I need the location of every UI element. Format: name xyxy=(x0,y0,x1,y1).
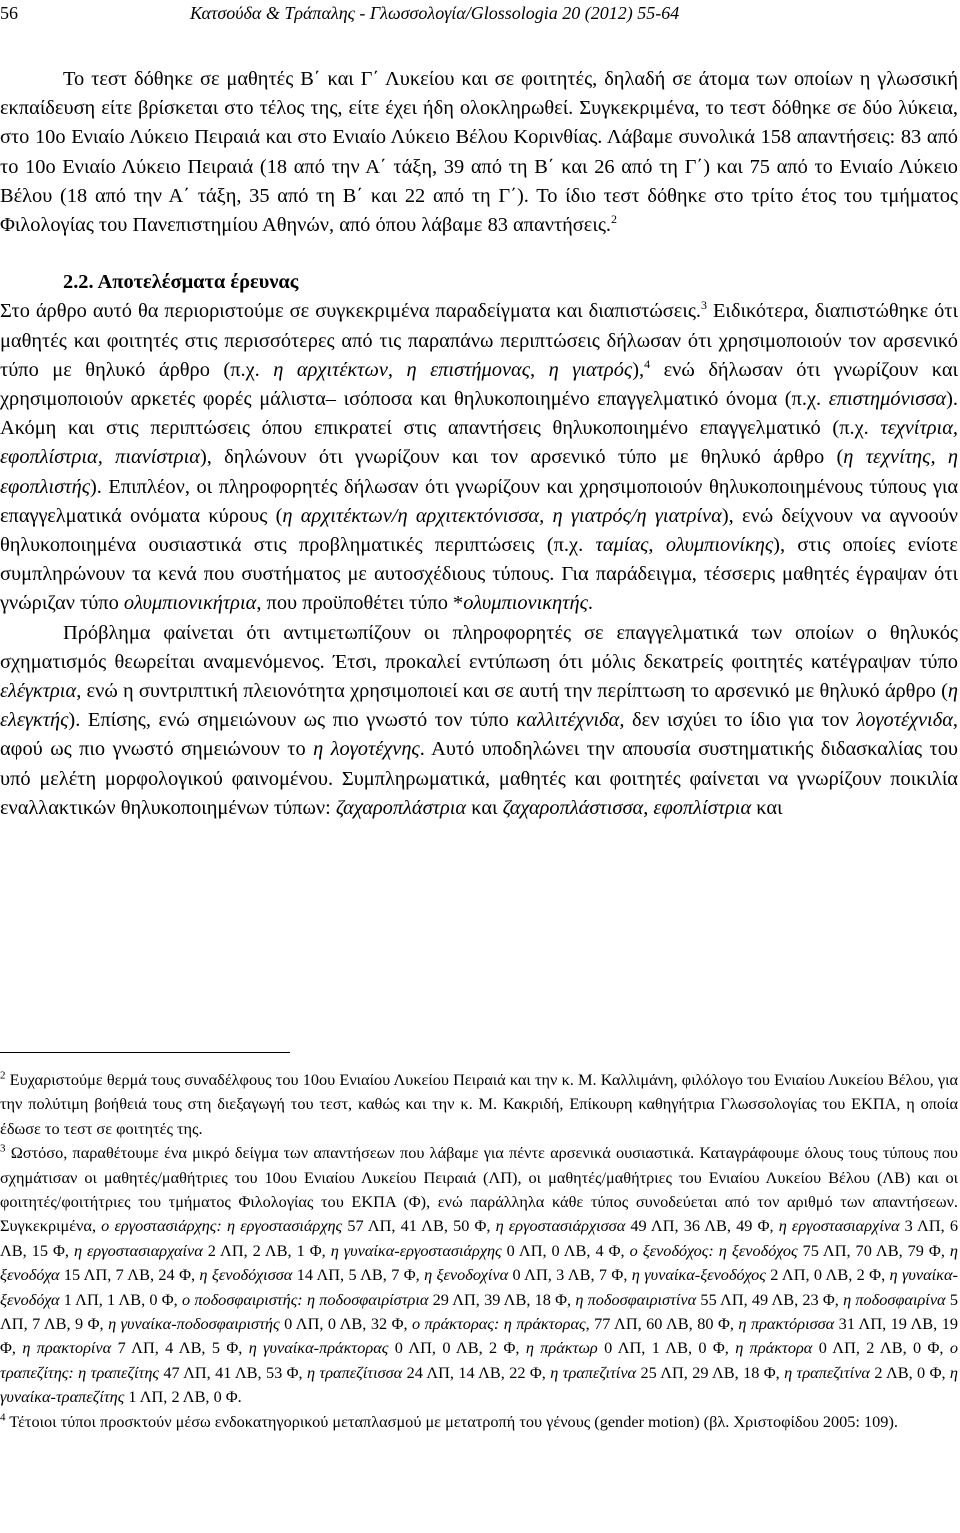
italic-term: ζαχαροπλάστισσα xyxy=(502,796,644,819)
body-text xyxy=(0,65,958,823)
italic-term: η ξενοδοχίνα xyxy=(424,1265,509,1285)
italic-term: η ποδοσφαιριστίνα xyxy=(575,1289,697,1309)
text-run: , που προϋποθέτει τύπο * xyxy=(256,592,464,615)
text-run: 5 ΛΠ, 7 ΛΒ, 9 Φ, xyxy=(0,1289,958,1334)
italic-term: η εργοστασιαρχαίνα xyxy=(73,1240,203,1260)
italic-term: η τραπεζίτισσα xyxy=(306,1362,403,1382)
footnote-3 xyxy=(0,1141,958,1409)
italic-term: ταμίας, ολυμπιονίκης xyxy=(595,534,774,557)
text-run: 75 ΛΠ, 70 ΛΒ, 79 Φ, xyxy=(797,1240,950,1260)
italic-term: η εργοστασιαρχίνα xyxy=(778,1216,900,1236)
italic-term: ο ποδοσφαιριστής: η ποδοσφαιρίστρια xyxy=(181,1289,429,1309)
italic-term: καλλιτέχνιδα, xyxy=(516,709,625,732)
footnote-2 xyxy=(0,1068,958,1141)
italic-term: η πράκτορα xyxy=(735,1338,813,1358)
text-run: ενώ δήλωσαν ότι γνωρίζουν και χρησιμοποιούν αρκετές φορές μάλιστα– ισόποσα και θηλυκοποιημένο επαγγελματικό όνομα (π.χ. xyxy=(0,358,958,411)
italic-term: η αρχιτέκτων/η αρχιτεκτόνισσα, η γιατρός/η γιατρίνα xyxy=(282,504,722,527)
text-run: . Αυτό υποδηλώνει την απουσία συστηματικής διδασκαλίας του υπό μελέτη μορφολογικού φαινομένου. Συμπληρωματικά, μαθητές και φοιτητές φαίνεται να γνωρίζουν ποικιλία εναλλακτικών θηλυκοποιημένων τύπων: xyxy=(0,738,959,819)
paragraph-1 xyxy=(0,65,958,240)
italic-term: η αρχιτέκτων, η επιστήμονας, η γιατρός xyxy=(273,358,633,381)
italic-term: η γυναίκα-ξενοδόχος xyxy=(631,1265,766,1285)
italic-term: ελέγκτρια xyxy=(0,680,77,703)
text-run: 15 ΛΠ, 7 ΛΒ, 24 Φ, xyxy=(59,1265,200,1285)
italic-term: ολυμπιονικήτρια xyxy=(123,592,257,615)
italic-term: η γυναίκα-ξενοδόχα xyxy=(0,1265,958,1309)
paragraph-2 xyxy=(0,297,958,618)
text-run: δεν ισχύει το ίδιο για τον xyxy=(624,709,857,732)
text-run: 0 ΛΠ, 0 ΛΒ, 32 Φ, xyxy=(279,1314,413,1334)
text-run: ). Επίσης, ενώ σημειώνουν ως πιο γνωστό τον τύπο xyxy=(68,709,517,732)
italic-term: η ελεγκτής xyxy=(0,680,958,732)
text-run: 0 ΛΠ, 0 ΛΒ, 4 Φ, xyxy=(501,1240,630,1260)
text-run: , αφού ως πιο γνωστό σημειώνουν το xyxy=(0,709,959,761)
text-run: και xyxy=(751,796,783,819)
italic-term: ο τραπεζίτης: η τραπεζίτης xyxy=(0,1338,958,1382)
footnotes xyxy=(0,1068,958,1434)
text-run: 57 ΛΠ, 41 ΛΒ, 50 Φ, xyxy=(342,1216,496,1236)
italic-term: εφοπλίστρια xyxy=(653,796,752,819)
italic-term: η λογοτέχνης xyxy=(313,738,420,761)
italic-term: επιστημόνισσα xyxy=(828,388,947,411)
text-run: 1 ΛΠ, 2 ΛΒ, 0 Φ. xyxy=(124,1387,242,1407)
text-run: , 77 ΛΠ, 60 ΛΒ, 80 Φ, xyxy=(585,1314,739,1334)
text-run: 3 ΛΠ, 6 ΛΒ, 15 Φ, xyxy=(0,1216,958,1260)
footnote-ref-2: 2 xyxy=(611,212,618,227)
italic-term: η εργοστασιάρχισσα xyxy=(495,1216,626,1236)
text-run: 49 ΛΠ, 36 ΛΒ, 49 Φ, xyxy=(625,1216,779,1236)
running-head: Κατσούδα & Τράπαλης - Γλωσσολογία/Glossologia 20 (2012) 55-64 xyxy=(190,3,680,23)
text-run: ), xyxy=(632,358,645,381)
text-run: Πρόβλημα φαίνεται ότι αντιμετωπίζουν οι πληροφορητές σε επαγγελματικά των οποίων ο θηλυκός σχηματισμός θεωρείται αναμενόμενος. Έτσι, προκαλεί εντύπωση ότι μόλις δεκατρείς φοιτητές κατέγραψαν τύπο xyxy=(0,621,958,673)
text-run: 0 ΛΠ, 2 ΛΒ, 0 Φ, xyxy=(812,1338,950,1358)
text-run: ), δηλώνουν ότι γνωρίζουν και τον αρσενικό τύπο με θηλυκό άρθρο ( xyxy=(199,446,844,469)
text-run: 25 ΛΠ, 29 ΛΒ, 18 Φ, xyxy=(636,1362,785,1382)
footnote-ref-4: 4 xyxy=(644,357,651,372)
italic-term: η γυναίκα-ποδοσφαιριστής xyxy=(108,1314,280,1334)
text-run: , ενώ η συντριπτική πλειονότητα χρησιμοποιεί και σε αυτή την περίπτωση το αρσενικό με θηλυκό άρθρο ( xyxy=(76,680,948,703)
footnote-text: Ευχαριστούμε θερμά τους συναδέλφους του 10ου Ενιαίου Λυκείου Πειραιά και την κ. Μ. Καλλιμάνη, φιλόλογο του Ενιαίου Λυκείου Βέλου, για την πολύτιμη βοήθειά τους στη διεξαγωγή του τεστ, καθώς και την κ. Μ. Κακριδή, Επίκουρη καθηγήτρια Γλωσσολογίας του ΕΚΠΑ, η οποία έδωσε το τεστ σε φοιτητές της. xyxy=(0,1070,958,1138)
italic-term: η πρακτόρισσα xyxy=(738,1314,835,1334)
text-run: 47 ΛΠ, 41 ΛΒ, 53 Φ, xyxy=(159,1362,307,1382)
italic-term: η ξενοδόχα xyxy=(0,1240,958,1285)
italic-term: η τεχνίτης, η εφοπλιστής xyxy=(0,446,958,498)
text-run: 31 ΛΠ, 19 ΛΒ, 19 Φ, xyxy=(0,1314,958,1358)
footnote-marker: 4 xyxy=(0,1411,6,1424)
footnote-4 xyxy=(0,1410,958,1434)
italic-term: τεχνίτρια, εφοπλίστρια, πιανίστρια xyxy=(0,417,958,469)
text-run: 24 ΛΠ, 14 ΛΒ, 22 Φ, xyxy=(402,1362,551,1382)
text-run: 55 ΛΠ, 49 ΛΒ, 23 Φ, xyxy=(696,1289,844,1309)
text-run: ), ενώ δείχνουν να αγνοούν θηλυκοποιημένα ουσιαστικά στις προβληματικές περιπτώσεις (π.χ. xyxy=(0,504,958,557)
text-run: ). Ακόμη και στις περιπτώσεις όπου επικρατεί στις απαντήσεις θηλυκοποιημένο επαγγελματικό (π.χ. xyxy=(0,388,958,440)
footnote-text: Τέτοιοι τύποι προσκτούν μέσω ενδοκατηγορικού μεταπλασμού με μετατροπή του γένους (gender motion) (βλ. Χριστοφίδου 2005: 109). xyxy=(5,1411,898,1431)
text-run: 0 ΛΠ, 1 ΛΒ, 0 Φ, xyxy=(597,1338,736,1358)
italic-term: η γυναίκα-πράκτορας xyxy=(248,1338,389,1358)
italic-term: ολυμπιονικητής xyxy=(463,592,588,615)
text-run: ), στις οποίες ενίοτε συμπληρώνουν τα κενά που συστήματος με αυτοσχέδιους τύπους. Για παράδειγμα, τέσσερις μαθητές έγραψαν ότι γνώριζαν τύπο xyxy=(0,534,958,615)
section-heading: 2.2. Αποτελέσματα έρευνας xyxy=(63,271,299,294)
italic-term: ζαχαροπλάστρια xyxy=(335,796,467,819)
paragraph-3 xyxy=(0,619,958,823)
footnote-separator xyxy=(0,1052,290,1053)
footnote-marker: 3 xyxy=(0,1142,6,1155)
paragraph-1-text: Το τεστ δόθηκε σε μαθητές Β΄ και Γ΄ Λυκείου και σε φοιτητές, δηλαδή σε άτομα των οποίων η γλωσσική εκπαίδευση είτε βρίσκεται στο τέλος της, είτε έχει ήδη ολοκληρωθεί. Συγκεκριμένα, το τεστ δόθηκε σε δύο λύκεια, στο 10ο Ενιαίο Λύκειο Πειραιά και στο Ενιαίο Λύκειο Βέλου Κορινθίας. Λάβαμε συνολικά 158 απαντήσεις: 83 από το 10ο Ενιαίο Λύκειο Πειραιά (18 από την Α΄ τάξη, 39 από τη Β΄ και 26 από τη Γ΄) και 75 από το Ενιαίο Λύκειο Βέλου (18 από την Α΄ τάξη, 35 από τη Β΄ και 22 από τη Γ΄). Το ίδιο τεστ δόθηκε στο τρίτο έτος του τμήματος Φιλολογίας του Πανεπιστημίου Αθηνών, από όπου λάβαμε 83 απαντήσεις. xyxy=(0,68,958,237)
italic-term: η ξενοδόχισσα xyxy=(199,1265,293,1285)
italic-term: η τραπεζιτίνα xyxy=(550,1362,637,1382)
italic-term: η τραπεζιτίνα xyxy=(784,1362,870,1382)
italic-term: η γυναίκα-τραπεζίτης xyxy=(0,1362,958,1407)
text-run: 0 ΛΠ, 3 ΛΒ, 7 Φ, xyxy=(508,1265,632,1285)
text-run: Ωστόσο, παραθέτουμε ένα μικρό δείγμα των απαντήσεων που λάβαμε για πέντε αρσενικά ουσιαστικά. Καταγράφουμε όλους τους τύπους που σχημάτισαν οι μαθητές/μαθήτριες του 10ου Ενιαίου Λυκείου Πειραιά (ΛΠ), οι μαθητές/μαθήτριες του Ενιαίου Λυκείου Βέλου (ΛΒ) και οι φοιτητές/φοιτήτριες του τμήματος Φιλολογίας του ΕΚΠΑ (Φ), ενώ παράλληλα κάθε τύπος συνοδεύεται από τον αριθμό των απαντήσεων. Συγκεκριμένα, xyxy=(0,1143,958,1236)
italic-term: η πρακτορίνα xyxy=(22,1338,112,1358)
text-run: 7 ΛΠ, 4 ΛΒ, 5 Φ, xyxy=(111,1338,249,1358)
text-run: Στο άρθρο αυτό θα περιοριστούμε σε συγκεκριμένα παραδείγματα και διαπιστώσεις. xyxy=(0,300,702,323)
italic-term: ο ξενοδόχος: η ξενοδόχος xyxy=(629,1240,798,1260)
text-run: 1 ΛΠ, 1 ΛΒ, 0 Φ, xyxy=(59,1289,182,1309)
footnote-ref-3: 3 xyxy=(701,298,708,313)
page-number: 56 xyxy=(0,3,18,23)
text-run: 0 ΛΠ, 0 ΛΒ, 2 Φ, xyxy=(388,1338,526,1358)
page-header xyxy=(0,2,960,28)
text-run: 2 ΛΠ, 0 ΛΒ, 2 Φ, xyxy=(765,1265,890,1285)
text-run: ). Επιπλέον, οι πληροφορητές δήλωσαν ότι γνωρίζουν και χρησιμοποιούν θηλυκοποιημένους τύπους για επαγγελματικά ονόματα κύρους ( xyxy=(0,475,958,527)
text-run: 2 ΛΠ, 2 ΛΒ, 1 Φ, xyxy=(202,1240,331,1260)
text-run: 14 ΛΠ, 5 ΛΒ, 7 Φ, xyxy=(292,1265,425,1285)
text-run: 2 ΛΒ, 0 Φ, xyxy=(869,1362,950,1382)
italic-term: η ποδοσφαιρίνα xyxy=(843,1289,946,1309)
footnote-marker: 2 xyxy=(0,1069,6,1082)
italic-term: ο εργοστασιάρχης: η εργοστασιάρχης xyxy=(101,1216,343,1236)
text-run: και xyxy=(466,796,503,819)
text-run: Ειδικότερα, διαπιστώθηκε ότι μαθητές και φοιτητές στις περισσότερες από τις παραπάνω περιπτώσεις δήλωσαν ότι χρησιμοποιούν τον αρσενικό τύπο με θηλυκό άρθρο (π.χ. xyxy=(0,300,958,381)
text-run: . xyxy=(587,592,593,615)
italic-term: η πράκτωρ xyxy=(525,1338,598,1358)
italic-term: λογοτέχνιδα xyxy=(856,709,953,732)
italic-term: ο πράκτορας: η πράκτορας xyxy=(412,1314,586,1334)
text-run: 29 ΛΠ, 39 ΛΒ, 18 Φ, xyxy=(428,1289,576,1309)
text-run: , xyxy=(643,796,654,819)
italic-term: η γυναίκα-εργοστασιάρχης xyxy=(330,1240,502,1260)
